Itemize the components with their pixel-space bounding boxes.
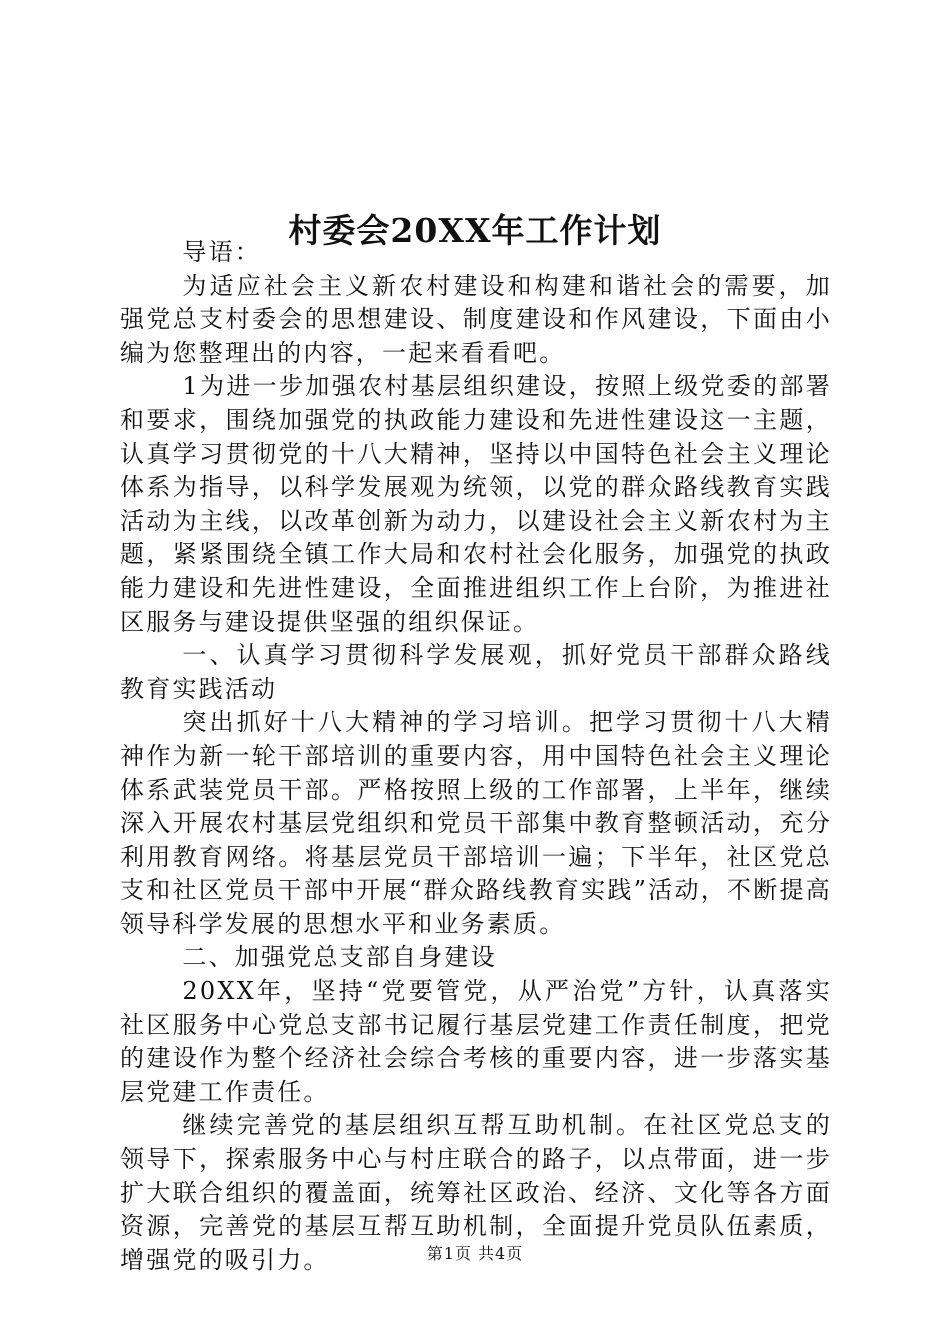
paragraph-section-2a: 20XX年，坚持“党要管党，从严治党”方针，认真落实社区服务中心党总支部书记履行基层党建工作责任制度，把党的建设作为整个经济社会综合考核的重要内容，进一步落实基层党建工作责任。 — [120, 977, 832, 1106]
document-title: 村委会20XX年工作计划 — [288, 211, 662, 251]
page-number: 第1页 共4页 — [426, 1244, 524, 1263]
paragraph-overview: 1为进一步加强农村基层组织建设，按照上级党委的部署和要求，围绕加强党的执政能力建设和先进性建设这一主题，认真学习贯彻党的十八大精神，坚持以中国特色社会主义理论体系为指导，以科学发展观为统领，以党的群众路线教育实践活动为主线，以改革创新为动力，以建设社会主义新农村为主题，紧紧围绕全镇工作大局和农村社会化服务，加强党的执政能力建设和先进性建设，全面推进组织工作上台阶，为推进社区服务与建设提供坚强的组织保证。 — [120, 372, 832, 636]
document-body — [120, 236, 832, 1277]
section-heading-1: 一、认真学习贯彻科学发展观，抓好党员干部群众路线教育实践活动 — [120, 641, 832, 703]
paragraph-section-1: 突出抓好十八大精神的学习培训。把学习贯彻十八大精神作为新一轮干部培训的重要内容，用中国特色社会主义理论体系武装党员干部。严格按照上级的工作部署，上半年，继续深入开展农村基层党组织和党员干部集中教育整顿活动，充分利用教育网络。将基层党员干部培训一遍；下半年，社区党总支和社区党员干部中开展“群众路线教育实践”活动，不断提高领导科学发展的思想水平和业务素质。 — [120, 708, 832, 938]
paragraph-intro-label: 导语： — [182, 238, 261, 266]
section-heading-2: 二、加强党总支部自身建设 — [182, 943, 497, 972]
paragraph-intro: 为适应社会主义新农村建设和构建和谐社会的需要，加强党总支村委会的思想建设、制度建设和作风建设，下面由小编为您整理出的内容，一起来看看吧。 — [120, 271, 832, 367]
paragraph-section-2b: 继续完善党的基层组织互帮互助机制。在社区党总支的领导下，探索服务中心与村庄联合的路子，以点带面，进一步扩大联合组织的覆盖面，统筹社区政治、经济、文化等各方面资源，完善党的基层互帮互助机制，全面提升党员队伍素质，增强党的吸引力。 — [120, 1111, 832, 1274]
